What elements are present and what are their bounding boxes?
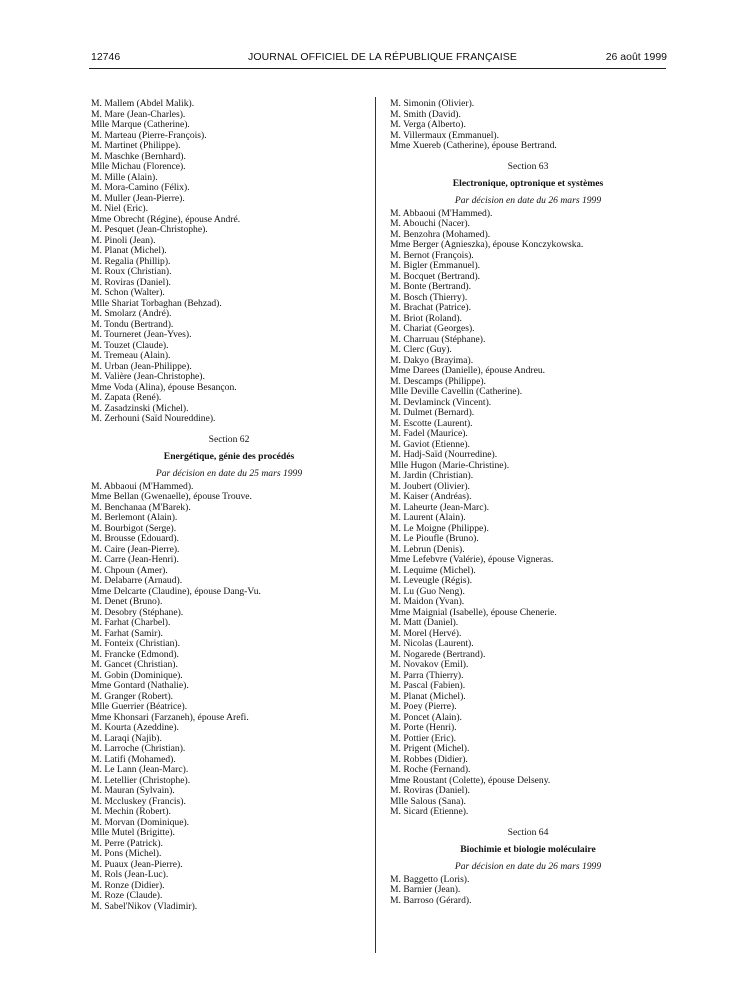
name-entry: M. Maschke (Bernhard).: [91, 150, 186, 162]
name-entry: M. Kourta (Azeddine).: [91, 722, 179, 733]
name-entry: M. Joubert (Olivier).: [390, 480, 470, 492]
name-entry: M. Leveugle (Régis).: [390, 575, 473, 586]
name-entry: M. Lebrun (Denis).: [390, 543, 465, 555]
name-entry: M. Mille (Alain).: [91, 171, 158, 183]
name-entry: M. Pons (Michel).: [91, 848, 162, 859]
name-entry: M. Laheurte (Jean-Marc).: [390, 501, 490, 513]
name-entry: M. Roche (Fernand).: [390, 764, 471, 775]
name-entry: M. Niel (Eric).: [91, 203, 149, 214]
name-entry: M. Mallem (Abdel Malik).: [91, 98, 195, 109]
name-entry: M. Zapata (René).: [91, 392, 162, 403]
name-entry: Mme Gontard (Nathalie).: [91, 680, 189, 691]
section-decision: Par décision en date du 26 mars 1999: [454, 194, 602, 206]
name-entry: M. Mechin (Robert).: [91, 806, 171, 817]
name-entry: M. Villermaux (Emmanuel).: [390, 129, 500, 141]
name-entry: M. Urban (Jean-Philippe).: [91, 360, 192, 372]
name-entry: M. Planat (Michel).: [390, 690, 466, 702]
name-entry: M. Roux (Christian).: [91, 266, 172, 277]
name-entry: M. Rols (Jean-Luc).: [91, 869, 169, 880]
name-entry: M. Berlemont (Alain).: [91, 512, 178, 523]
name-entry: M. Mora-Camino (Félix).: [91, 182, 190, 193]
name-entry: Mme Khonsari (Farzaneh), épouse Arefi.: [91, 711, 249, 723]
name-entry: M. Briot (Roland).: [390, 312, 462, 324]
name-entry: M. Sicard (Etienne).: [390, 806, 469, 817]
name-entry: Mme Xuereb (Catherine), épouse Bertrand.: [390, 140, 557, 151]
name-entry: M. Barnier (Jean).: [390, 884, 461, 895]
page-header: [0, 51, 731, 67]
name-entry: M. Porte (Henri).: [390, 722, 457, 733]
name-entry: M. Poncet (Alain).: [390, 711, 462, 723]
section-number: Section 64: [507, 826, 549, 838]
name-entry: M. Benzohra (Mohamed).: [390, 228, 491, 240]
name-entry: M. Schon (Walter).: [91, 287, 165, 298]
name-entry: Mme Delcarte (Claudine), épouse Dang-Vu.: [91, 585, 261, 597]
name-entry: M. Perre (Patrick).: [91, 837, 163, 849]
name-entry: M. Robbes (Didier).: [390, 753, 468, 765]
name-entry: M. Mare (Jean-Charles).: [91, 108, 186, 120]
name-entry: M. Pottier (Eric).: [390, 732, 457, 744]
name-entry: Mme Maignial (Isabelle), épouse Chenerie.: [390, 606, 557, 618]
name-entry: M. Zasadzinski (Michel).: [91, 402, 189, 414]
name-entry: Mme Bellan (Gwenaelle), épouse Trouve.: [91, 491, 252, 502]
journal-title: JOURNAL OFFICIEL DE LA RÉPUBLIQUE FRANÇAISE: [248, 51, 517, 63]
section-number: Section 62: [208, 433, 250, 445]
name-entry: M. Touzet (Claude).: [91, 339, 169, 351]
name-entry: M. Martinet (Philippe).: [91, 140, 181, 151]
name-entry: M. Lequime (Michel).: [390, 564, 476, 576]
name-entry: Mlle Michau (Florence).: [91, 161, 186, 172]
right-column: [390, 99, 666, 906]
name-entry: M. Mauran (Sylvain).: [91, 785, 175, 796]
name-entry: Mme Voda (Alina), épouse Besançon.: [91, 381, 237, 393]
name-entry: M. Morvan (Dominique).: [91, 816, 190, 828]
name-entry: M. Laraqi (Najib).: [91, 732, 162, 744]
name-entry: Mlle Mutel (Brigitte).: [91, 827, 175, 838]
name-entry: Mlle Guerrier (Béatrice).: [91, 701, 188, 712]
name-entry: M. Ronze (Didier).: [91, 879, 165, 891]
name-entry: M. Pascal (Fabien).: [390, 680, 466, 691]
name-entry: M. Pinoli (Jean).: [91, 234, 156, 246]
name-entry: M. Carre (Jean-Henri).: [91, 554, 179, 565]
name-entry: M. Bernot (François).: [390, 249, 474, 261]
section-title: Biochimie et biologie moléculaire: [460, 843, 596, 855]
name-entry: M. Gaviot (Etienne).: [390, 438, 470, 450]
name-entry: Mlle Hugon (Marie-Christine).: [390, 459, 510, 471]
name-entry: M. Hadj-Saïd (Nourredine).: [390, 449, 498, 460]
name-entry: M. Gancet (Christian).: [91, 659, 178, 670]
name-entry: M. Granger (Robert).: [91, 690, 174, 702]
name-entry: M. Francke (Edmond).: [91, 648, 179, 660]
name-entry: M. Valière (Jean-Christophe).: [91, 371, 205, 382]
name-entry: M. Muller (Jean-Pierre).: [91, 192, 185, 204]
name-list: [91, 99, 367, 425]
name-entry: M. Marteau (Pierre-François).: [91, 129, 207, 141]
name-entry: M. Chpoun (Amer).: [91, 564, 168, 576]
name-entry: M. Nogarede (Bertrand).: [390, 648, 486, 660]
name-entry: M. Le Moigne (Philippe).: [390, 522, 489, 534]
name-entry: M. Clerc (Guy).: [390, 344, 452, 355]
name-entry: Mme Lefebvre (Valérie), épouse Vigneras.: [390, 554, 554, 565]
name-entry: M. Gobin (Dominique).: [91, 669, 183, 681]
name-entry: M. Tourneret (Jean-Yves).: [91, 329, 192, 340]
section-decision: Par décision en date du 26 mars 1999: [454, 860, 602, 872]
name-entry: M. Farhat (Samir).: [91, 627, 163, 639]
name-entry: M. Delabarre (Arnaud).: [91, 575, 183, 586]
name-entry: M. Farhat (Charbel).: [91, 617, 171, 628]
name-entry: M. Bosch (Thierry).: [390, 291, 468, 303]
name-entry: M. Bourbigot (Serge).: [91, 522, 177, 534]
name-entry: M. Letellier (Christophe).: [91, 774, 191, 786]
name-entry: M. Fadel (Maurice).: [390, 428, 468, 439]
name-entry: M. Le Pioufle (Bruno).: [390, 533, 479, 544]
page-number: 12746: [91, 51, 121, 63]
left-column: [91, 99, 367, 912]
name-entry: M. Roviras (Daniel).: [91, 276, 171, 288]
name-list: [390, 99, 666, 152]
name-entry: M. Dulmet (Bernard).: [390, 407, 475, 418]
name-entry: M. Prigent (Michel).: [390, 743, 470, 754]
name-entry: Mme Berger (Agnieszka), épouse Konczykowska.: [390, 239, 584, 250]
name-entry: M. Larroche (Christian).: [91, 743, 186, 754]
name-entry: M. Baggetto (Loris).: [390, 873, 470, 885]
name-entry: M. Laurent (Alain).: [390, 512, 466, 523]
name-entry: Mlle Marque (Catherine).: [91, 119, 190, 130]
name-entry: M. Regalia (Phillip).: [91, 255, 171, 267]
column-divider: [375, 97, 376, 953]
name-entry: M. Descamps (Philippe).: [390, 375, 486, 387]
name-list: [91, 482, 367, 913]
name-entry: M. Bonte (Bertrand).: [390, 281, 471, 292]
name-entry: M. Mccluskey (Francis).: [91, 795, 186, 807]
name-entry: M. Morel (Hervé).: [390, 627, 462, 639]
issue-date: 26 août 1999: [605, 51, 667, 63]
section-decision: Par décision en date du 25 mars 1999: [155, 467, 303, 479]
name-entry: M. Fonteix (Christian).: [91, 638, 181, 649]
name-entry: M. Jardin (Christian).: [390, 470, 474, 481]
name-entry: M. Lu (Guo Neng).: [390, 585, 465, 597]
name-entry: M. Verga (Alberto).: [390, 119, 466, 130]
name-entry: M. Maidon (Yvan).: [390, 596, 465, 607]
name-entry: M. Bigler (Emmanuel).: [390, 260, 481, 271]
name-entry: M. Abbaoui (M'Hammed).: [91, 480, 194, 492]
name-entry: M. Smolarz (André).: [91, 308, 172, 319]
name-entry: M. Denet (Bruno).: [91, 596, 163, 607]
name-entry: M. Roze (Claude).: [91, 890, 163, 901]
name-entry: M. Caire (Jean-Pierre).: [91, 543, 180, 555]
name-entry: M. Desobry (Stéphane).: [91, 606, 184, 618]
name-entry: M. Simonin (Olivier).: [390, 98, 475, 109]
name-entry: Mme Roustant (Colette), épouse Delseny.: [390, 774, 551, 786]
name-entry: M. Novakov (Emil).: [390, 659, 469, 670]
header-rule: [89, 68, 666, 69]
name-entry: Mlle Shariat Torbaghan (Behzad).: [91, 297, 222, 309]
name-entry: Mme Obrecht (Régine), épouse André.: [91, 213, 241, 225]
name-entry: M. Chariat (Georges).: [390, 323, 475, 334]
name-entry: M. Brachat (Patrice).: [390, 302, 471, 313]
name-entry: M. Kaiser (Andréas).: [390, 491, 472, 502]
name-entry: M. Puaux (Jean-Pierre).: [91, 858, 183, 870]
name-entry: M. Tondu (Bertrand).: [91, 318, 174, 330]
name-entry: M. Poey (Pierre).: [390, 701, 457, 712]
name-entry: M. Brousse (Edouard).: [91, 533, 179, 544]
name-entry: M. Escotte (Laurent).: [390, 417, 473, 429]
name-entry: M. Abouchi (Nacer).: [390, 218, 470, 229]
name-entry: M. Charruau (Stéphane).: [390, 333, 486, 345]
name-entry: M. Tremeau (Alain).: [91, 350, 171, 361]
name-entry: M. Abbaoui (M'Hammed).: [390, 207, 493, 219]
name-entry: M. Dakyo (Brayima).: [390, 354, 474, 366]
name-entry: M. Nicolas (Laurent).: [390, 638, 474, 649]
name-entry: M. Matt (Daniel).: [390, 617, 459, 628]
name-entry: M. Barroso (Gérard).: [390, 894, 472, 906]
name-entry: M. Le Lann (Jean-Marc).: [91, 764, 189, 775]
section-title: Energétique, génie des procédés: [163, 450, 295, 462]
name-entry: M. Latifi (Mohamed).: [91, 753, 176, 765]
name-entry: M. Planat (Michel).: [91, 245, 167, 256]
name-entry: M. Parra (Thierry).: [390, 669, 464, 681]
name-entry: M. Roviras (Daniel).: [390, 785, 470, 796]
name-entry: Mme Darees (Danielle), épouse Andreu.: [390, 365, 546, 376]
name-entry: M. Bocquet (Bertrand).: [390, 270, 481, 282]
name-entry: Mlle Salous (Sana).: [390, 795, 466, 807]
section-title: Electronique, optronique et systèmes: [452, 177, 604, 189]
name-entry: M. Zerhouni (Saïd Noureddine).: [91, 413, 216, 424]
name-entry: M. Sabel'Nikov (Vladimir).: [91, 900, 198, 912]
name-entry: Mlle Deville Cavellin (Catherine).: [390, 386, 523, 397]
name-entry: M. Smith (David).: [390, 108, 461, 120]
name-list: [390, 875, 666, 907]
name-entry: M. Pesquet (Jean-Christophe).: [91, 224, 208, 235]
name-entry: M. Benchanaa (M'Barek).: [91, 501, 191, 513]
name-list: [390, 209, 666, 818]
name-entry: M. Devlaminck (Vincent).: [390, 396, 492, 408]
section-number: Section 63: [507, 160, 549, 172]
